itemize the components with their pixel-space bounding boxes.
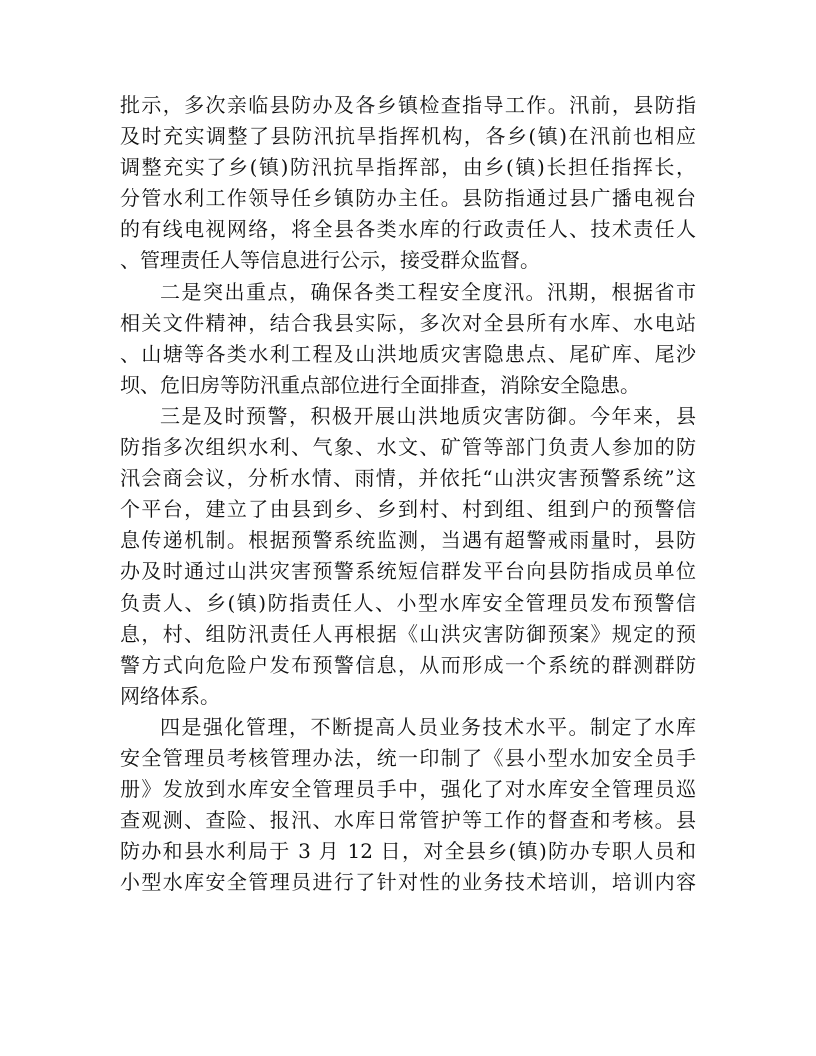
text-line: 及时充实调整了县防汛抗旱指挥机构，各乡(镇)在汛前也相应 (120, 124, 696, 149)
text-line: 小型水库安全管理员进行了针对性的业务技术培训，培训内容 (120, 870, 696, 895)
text-line: 息，村、组防汛责任人再根据《山洪灾害防御预案》规定的预 (120, 621, 696, 646)
body-text (120, 90, 696, 898)
text-line: 查观测、查险、报汛、水库日常管护等工作的督查和考核。县 (120, 808, 696, 833)
text-line: 坝、危旧房等防汛重点部位进行全面排查，消除安全隐患。 (120, 372, 640, 397)
paragraph-start-line: 二是突出重点，确保各类工程安全度汛。汛期，根据省市 (160, 279, 696, 304)
text-line: 批示，多次亲临县防办及各乡镇检查指导工作。汛前，县防指 (120, 93, 696, 117)
text-line: 的有线电视网络，将全县各类水库的行政责任人、技术责任人 (120, 217, 696, 242)
text-line: 相关文件精神，结合我县实际，多次对全县所有水库、水电站 (120, 310, 696, 335)
text-line: 调整充实了乡(镇)防汛抗旱指挥部，由乡(镇)长担任指挥长， (120, 155, 696, 180)
text-line: 、山塘等各类水利工程及山洪地质灾害隐患点、尾矿库、尾沙 (120, 341, 696, 366)
text-line: 、管理责任人等信息进行公示，接受群众监督。 (120, 248, 540, 273)
text-line: 网络体系。 (120, 683, 220, 708)
text-line: 负责人、乡(镇)防指责任人、小型水库安全管理员发布预警信 (120, 590, 696, 615)
text-line: 安全管理员考核管理办法，统一印制了《县小型水加安全员手 (120, 745, 696, 770)
text-line: 分管水利工作领导任乡镇防办主任。县防指通过县广播电视台 (120, 186, 696, 211)
text-line: 警方式向危险户发布预警信息，从而形成一个系统的群测群防 (120, 652, 696, 677)
text-line: 办及时通过山洪灾害预警系统短信群发平台向县防指成员单位 (120, 559, 696, 584)
text-line: 汛会商会议，分析水情、雨情，并依托“山洪灾害预警系统”这 (120, 466, 696, 491)
text-line: 防指多次组织水利、气象、水文、矿管等部门负责人参加的防 (120, 435, 696, 460)
text-line: 防办和县水利局于 3 月 12 日，对全县乡(镇)防办专职人员和 (120, 839, 696, 864)
paragraph-start-line: 四是强化管理，不断提高人员业务技术水平。制定了水库 (160, 714, 696, 739)
text-line: 个平台，建立了由县到乡、乡到村、村到组、组到户的预警信 (120, 497, 696, 522)
text-line: 册》发放到水库安全管理员手中，强化了对水库安全管理员巡 (120, 777, 696, 802)
text-line: 息传递机制。根据预警系统监测，当遇有超警戒雨量时，县防 (120, 528, 696, 553)
paragraph-start-line: 三是及时预警，积极开展山洪地质灾害防御。今年来，县 (160, 403, 696, 428)
